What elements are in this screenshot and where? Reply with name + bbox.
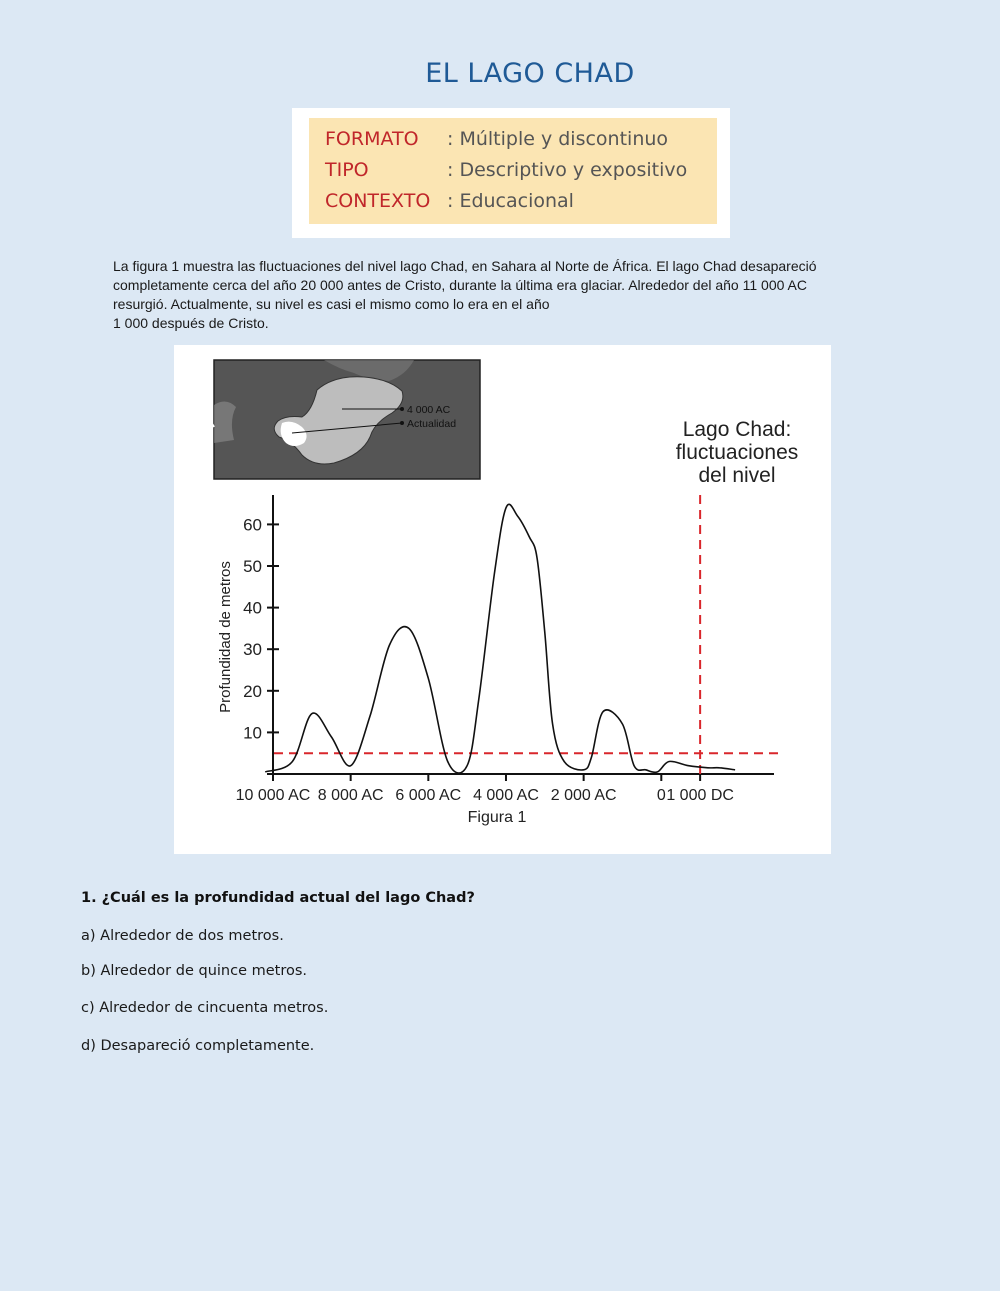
context-row	[325, 190, 574, 212]
x-tick-label: 10 000 AC	[235, 787, 311, 804]
map-label-4000ac: 4 000 AC	[407, 404, 451, 416]
chart-title-line: Lago Chad:	[682, 418, 792, 441]
type-key: TIPO	[325, 159, 369, 181]
answer-option-b[interactable]: b) Alrededor de quince metros.	[81, 963, 308, 979]
question-1: 1. ¿Cuál es la profundidad actual del lago Chad?	[81, 890, 475, 906]
context-key: CONTEXTO	[325, 190, 431, 212]
y-tick-label: 20	[243, 681, 262, 701]
intro-line: completamente cerca del año 20 000 antes de Cristo, durante la última era glaciar. Alrededor del año 11 000 AC	[113, 277, 807, 293]
answer-option-c[interactable]: c) Alrededor de cincuenta metros.	[81, 1000, 329, 1016]
type-value: : Descriptivo y expositivo	[447, 159, 688, 181]
type-row	[325, 159, 687, 181]
x-tick-label: 6 000 AC	[395, 787, 462, 804]
x-tick-label: 0	[656, 787, 666, 804]
chart-title-line: fluctuaciones	[675, 441, 799, 464]
context-value: : Educacional	[447, 190, 574, 212]
x-tick-label: 4 000 AC	[473, 787, 539, 804]
map-river	[196, 419, 214, 427]
intro-paragraph	[113, 257, 873, 333]
y-tick-label: 50	[243, 557, 262, 576]
y-tick-label: 60	[243, 515, 262, 535]
intro-line: resurgió. Actualmente, su nivel es casi el mismo como lo era en el año	[113, 296, 550, 312]
y-tick-label: 30	[243, 640, 262, 660]
page-title: EL LAGO CHAD	[425, 58, 635, 89]
map-leader-dot	[400, 421, 404, 425]
intro-line: La figura 1 muestra las fluctuaciones del nivel lago Chad, en Sahara al Norte de África. El lago Chad desapareció	[113, 258, 817, 274]
x-ticks	[236, 774, 734, 804]
y-axis-label: Profundidad de metros	[217, 561, 234, 713]
figure-1	[174, 345, 831, 854]
format-value: : Múltiple y discontinuo	[447, 128, 669, 150]
x-tick-label: 2 000 AC	[550, 787, 617, 804]
chart-title-line: del nivel	[698, 464, 776, 487]
text-info-panel	[309, 118, 717, 224]
map-label-today: Actualidad	[407, 418, 457, 430]
y-tick-label: 40	[243, 598, 262, 618]
format-key: FORMATO	[325, 128, 419, 150]
answer-option-d[interactable]: d) Desapareció completamente.	[81, 1038, 315, 1054]
figure-svg	[174, 345, 831, 854]
lake-map	[196, 360, 480, 479]
answer-option-a[interactable]: a) Alrededor de dos metros.	[81, 928, 284, 944]
x-tick-label: 8 000 AC	[317, 787, 384, 804]
x-tick-label: 1 000 DC	[666, 787, 734, 804]
figure-caption: Figura 1	[467, 809, 527, 826]
y-tick-label: 10	[243, 723, 262, 743]
intro-line: 1 000 después de Cristo.	[113, 315, 269, 331]
text-info-box	[292, 108, 730, 238]
format-row	[325, 128, 668, 150]
data-points	[265, 508, 735, 772]
map-leader-dot	[400, 407, 404, 411]
series-line-lake-level	[265, 504, 735, 773]
